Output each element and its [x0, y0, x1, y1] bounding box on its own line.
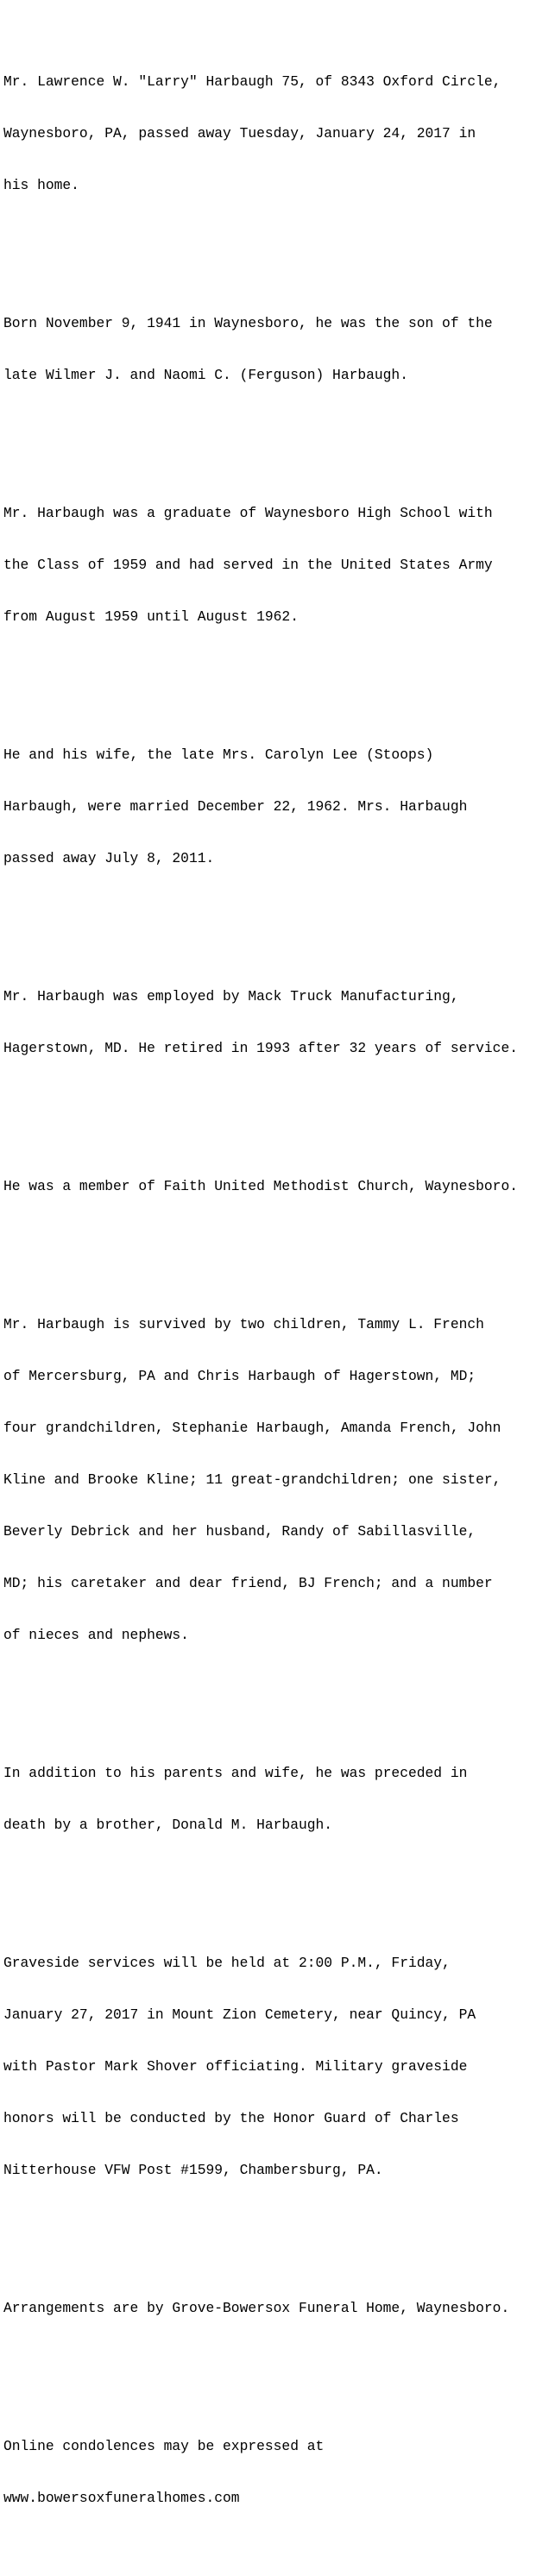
condolences-url: www.bowersoxfuneralhomes.com — [3, 2490, 240, 2506]
text-line: Mr. Harbaugh is survived by two children, Tammy L. French — [3, 1316, 484, 1332]
text-line: with Pastor Mark Shover officiating. Military graveside — [3, 2058, 468, 2075]
text-line: Nitterhouse VFW Post #1599, Chambersburg, PA. — [3, 2162, 383, 2178]
text-line: Beverly Debrick and her husband, Randy of Sabillasville, — [3, 1523, 476, 1540]
text-line: Kline and Brooke Kline; 11 great-grandchildren; one sister, — [3, 1471, 501, 1488]
paragraph-church — [3, 1143, 536, 1230]
paragraph-survivors — [3, 1282, 536, 1678]
text-line: late Wilmer J. and Naomi C. (Ferguson) Harbaugh. — [3, 367, 408, 383]
text-line: the Class of 1959 and had served in the United States Army — [3, 557, 493, 573]
text-line: MD; his caretaker and dear friend, BJ French; and a number — [3, 1575, 493, 1591]
text-line: Online condolences may be expressed at — [3, 2438, 325, 2454]
text-line: death by a brother, Donald M. Harbaugh. — [3, 1817, 333, 1833]
text-line: four grandchildren, Stephanie Harbaugh, Amanda French, John — [3, 1420, 501, 1436]
text-line: from August 1959 until August 1962. — [3, 608, 299, 625]
text-line: He and his wife, the late Mrs. Carolyn Lee (Stoops) — [3, 746, 434, 763]
paragraph-intro — [3, 39, 536, 229]
text-line: January 27, 2017 in Mount Zion Cemetery, near Quincy, PA — [3, 2006, 476, 2023]
text-line: passed away July 8, 2011. — [3, 850, 215, 866]
text-line: He was a member of Faith United Methodist Church, Waynesboro. — [3, 1178, 518, 1194]
text-line: of nieces and nephews. — [3, 1627, 189, 1643]
text-line: Graveside services will be held at 2:00 P.M., Friday, — [3, 1955, 451, 1971]
text-line: Harbaugh, were married December 22, 1962. Mrs. Harbaugh — [3, 798, 468, 815]
text-line: Mr. Harbaugh was employed by Mack Truck Manufacturing, — [3, 988, 459, 1005]
text-line: Hagerstown, MD. He retired in 1993 after 32 years of service. — [3, 1040, 518, 1056]
paragraph-condolences — [3, 2403, 536, 2541]
paragraph-birth — [3, 280, 536, 419]
text-line: Mr. Harbaugh was a graduate of Waynesboro High School with — [3, 505, 493, 521]
paragraph-education-service — [3, 470, 536, 660]
text-line: honors will be conducted by the Honor Guard of Charles — [3, 2110, 459, 2126]
text-line: Waynesboro, PA, passed away Tuesday, January 24, 2017 in — [3, 125, 476, 142]
text-line: Born November 9, 1941 in Waynesboro, he was the son of the — [3, 315, 493, 331]
text-line: Arrangements are by Grove-Bowersox Funeral Home, Waynesboro. — [3, 2300, 510, 2316]
paragraph-marriage — [3, 712, 536, 902]
text-line: Mr. Lawrence W. "Larry" Harbaugh 75, of 8343 Oxford Circle, — [3, 73, 501, 90]
text-line: his home. — [3, 177, 79, 193]
paragraph-arrangements — [3, 2265, 536, 2352]
text-line: of Mercersburg, PA and Chris Harbaugh of Hagerstown, MD; — [3, 1368, 476, 1384]
paragraph-services — [3, 1920, 536, 2214]
paragraph-employment — [3, 954, 536, 1092]
paragraph-preceded — [3, 1730, 536, 1868]
text-line: In addition to his parents and wife, he was preceded in — [3, 1765, 468, 1781]
